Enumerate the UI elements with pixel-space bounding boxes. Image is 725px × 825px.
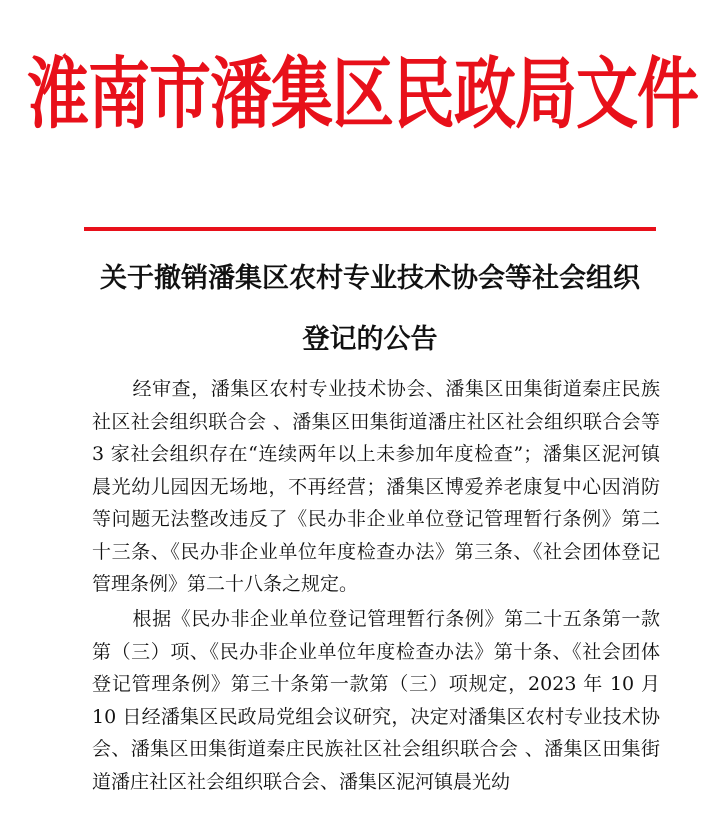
document-title-line-1: 关于撤销潘集区农村专业技术协会等社会组织	[100, 263, 640, 294]
header-red-rule	[84, 227, 656, 231]
body-paragraph-2-text: 根据《民办非企业单位登记管理暂行条例》第二十五条第一款第（三）项、《民办非企业单位年度检查办法》第十条、《社会团体登记管理条例》第三十条第一款第（三）项规定，2023 年 10 月 10 日经潘集区民政局党组会议研究，决定对潘集区农村专业技术协会、潘集区田集街道秦庄民族社区社会组织联合会 、潘集区田集街道潘庄社区社会组织联合会、潘集区泥河镇晨光幼	[92, 608, 660, 793]
body-paragraph-2	[92, 603, 660, 798]
body-paragraph-1	[92, 373, 660, 601]
document-header-title: 淮南市潘集区民政局文件	[26, 48, 698, 140]
document-title-line-2: 登记的公告	[302, 324, 438, 355]
body-paragraph-1-text: 经审查，潘集区农村专业技术协会、潘集区田集街道秦庄民族社区社会组织联合会 、潘集区田集街道潘庄社区社会组织联合会等 3 家社会组织存在“连续两年以上未参加年度检查”；潘集区泥河镇晨光幼儿园因无场地，不再经营；潘集区博爱养老康复中心因消防等问题无法整改违反了《民办非企业单位登记管理暂行条例》第二十三条、《民办非企业单位年度检查办法》第三条、《社会团体登记管理条例》第二十八条之规定。	[92, 378, 660, 595]
